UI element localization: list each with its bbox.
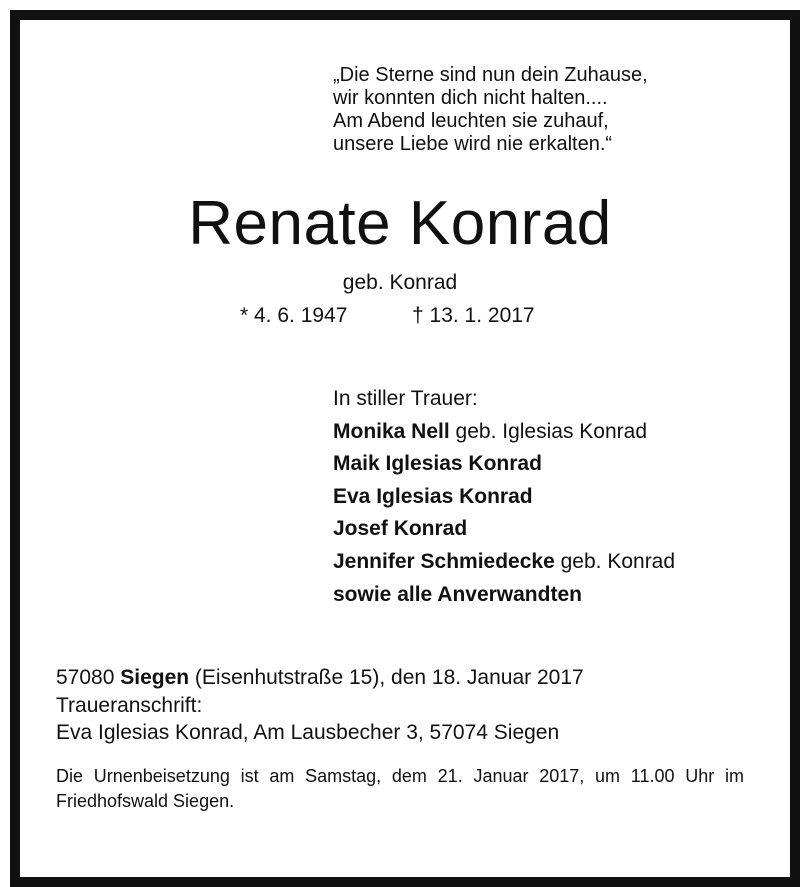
mourners-intro: In stiller Trauer: <box>333 387 478 410</box>
mourner-row <box>333 416 675 449</box>
mourning-address-label: Traueranschrift: <box>56 693 203 717</box>
mourner-row <box>333 513 675 546</box>
mourner-suffix: geb. Konrad <box>554 549 676 573</box>
burial-notice: Die Urnenbeisetzung ist am Samstag, dem 21. Januar 2017, um 11.00 Uhr im Friedhofswald Siegen. <box>56 766 744 811</box>
poem-line: wir konnten dich nicht halten.... <box>333 87 608 109</box>
mourner-row <box>333 481 675 514</box>
place-date-line <box>56 664 584 692</box>
birth-date: * 4. 6. 1947 <box>240 304 348 327</box>
place-date-rest: (Eisenhutstraße 15), den 18. Januar 2017 <box>189 666 584 689</box>
death-date: † 13. 1. 2017 <box>412 304 535 327</box>
maiden-name: geb. Konrad <box>342 271 458 294</box>
poem-line: Am Abend leuchten sie zuhauf, <box>333 110 609 132</box>
mourner-suffix: geb. Iglesias Konrad <box>449 419 647 443</box>
mourner-name: Eva Iglesias Konrad <box>333 484 533 508</box>
mourner-name: Jennifer Schmiedecke <box>333 549 555 573</box>
poem <box>333 64 648 156</box>
mourner-row <box>333 546 675 579</box>
postcode: 57080 <box>56 666 121 689</box>
mourner-row <box>333 579 675 612</box>
deceased-name: Renate Konrad <box>188 189 612 258</box>
mourner-name: sowie alle Anverwandten <box>333 582 582 606</box>
mourner-name: Josef Konrad <box>333 517 468 541</box>
mourner-name: Monika Nell <box>333 419 450 443</box>
address-block <box>56 664 584 747</box>
mourner-name: Maik Iglesias Konrad <box>333 452 542 476</box>
poem-line: unsere Liebe wird nie erkalten.“ <box>333 133 613 155</box>
mourner-row <box>333 448 675 481</box>
poem-line: „Die Sterne sind nun dein Zuhause, <box>333 64 648 86</box>
mourning-address: Eva Iglesias Konrad, Am Lausbecher 3, 57074 Siegen <box>56 721 560 744</box>
city: Siegen <box>120 666 190 689</box>
mourners-list <box>333 383 675 611</box>
